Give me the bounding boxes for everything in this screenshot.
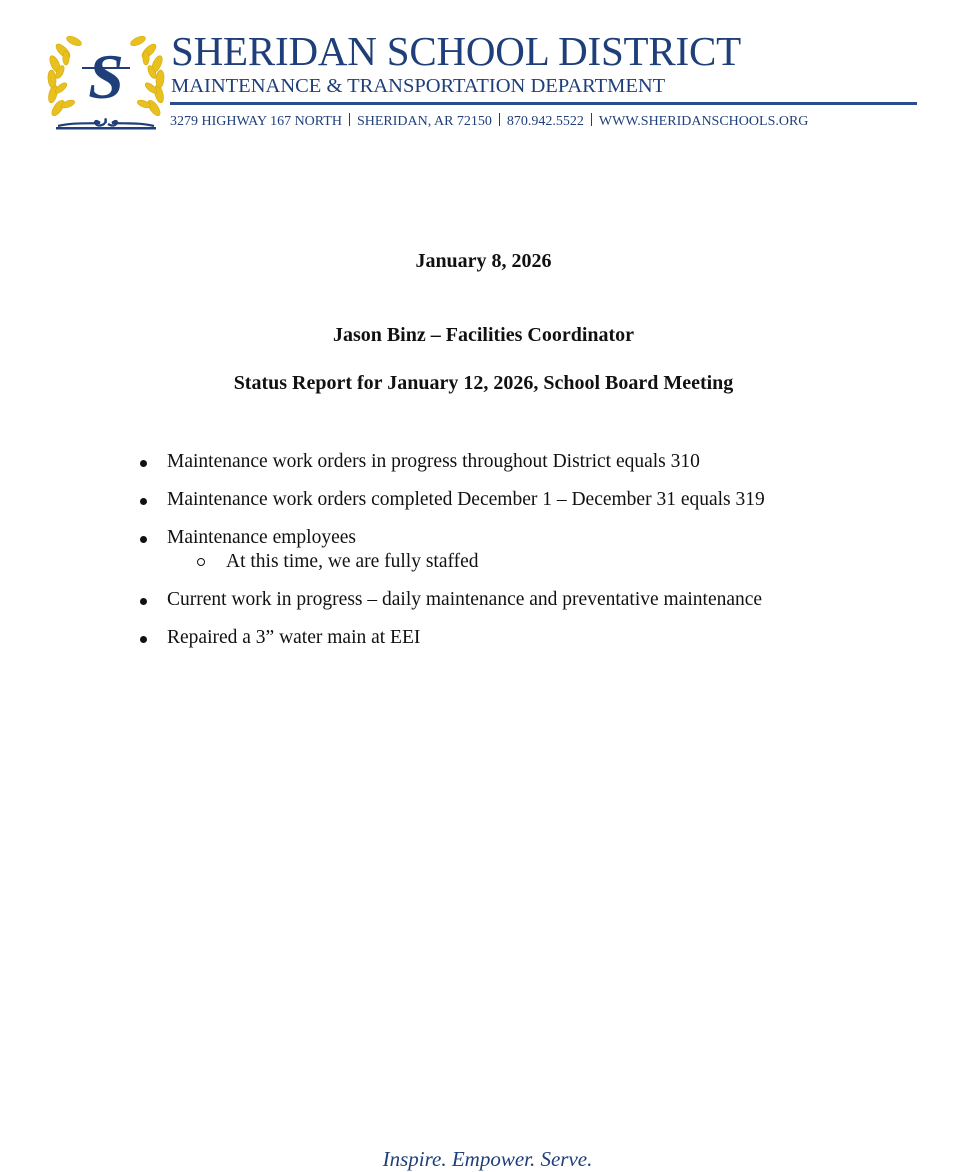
bullet-icon [140, 636, 147, 643]
list-item-text: Repaired a 3” water main at EEI [167, 627, 421, 648]
contact-line [170, 113, 808, 131]
list-item [0, 588, 967, 612]
separator-bar [349, 113, 350, 126]
footer-tagline: Inspire. Empower. Serve. [382, 1147, 593, 1171]
district-name: SHERIDAN SCHOOL DISTRICT [171, 28, 741, 74]
bullet-icon [140, 536, 147, 543]
district-logo-emblem [44, 24, 168, 134]
bullet-icon [140, 498, 147, 505]
report-date: January 8, 2026 [415, 250, 552, 272]
list-item [0, 450, 967, 474]
report-title: Status Report for January 12, 2026, School Board Meeting [233, 372, 734, 394]
list-item-text: Maintenance employees [167, 527, 356, 548]
header-divider [170, 102, 917, 105]
list-item-text: Maintenance work orders in progress throughout District equals 310 [167, 451, 700, 472]
list-item-text: Current work in progress – daily maintenance and preventative maintenance [167, 589, 763, 610]
sub-list-item [0, 550, 967, 574]
phone-number: 870.942.5522 [506, 114, 584, 129]
sub-list-item-text: At this time, we are fully staffed [226, 551, 479, 572]
list-item [0, 626, 967, 650]
website-link[interactable]: WWW.SHERIDANSCHOOLS.ORG [598, 114, 809, 129]
city-state-zip: SHERIDAN, AR 72150 [356, 114, 492, 129]
list-item-text: Maintenance work orders completed December 1 – December 31 equals 319 [167, 489, 765, 510]
separator-bar [591, 113, 592, 126]
bullet-icon [140, 460, 147, 467]
separator-bar [499, 113, 500, 126]
logo-s-letter: S [88, 41, 124, 112]
report-author: Jason Binz – Facilities Coordinator [332, 324, 635, 346]
list-item [0, 526, 967, 574]
list-item [0, 488, 967, 512]
status-list [0, 450, 967, 664]
bullet-icon [140, 598, 147, 605]
hollow-bullet-icon [197, 558, 205, 566]
ribbon-icon [58, 119, 154, 126]
department-name: MAINTENANCE & TRANSPORTATION DEPARTMENT [171, 75, 666, 97]
address: 3279 HIGHWAY 167 NORTH [170, 114, 342, 129]
